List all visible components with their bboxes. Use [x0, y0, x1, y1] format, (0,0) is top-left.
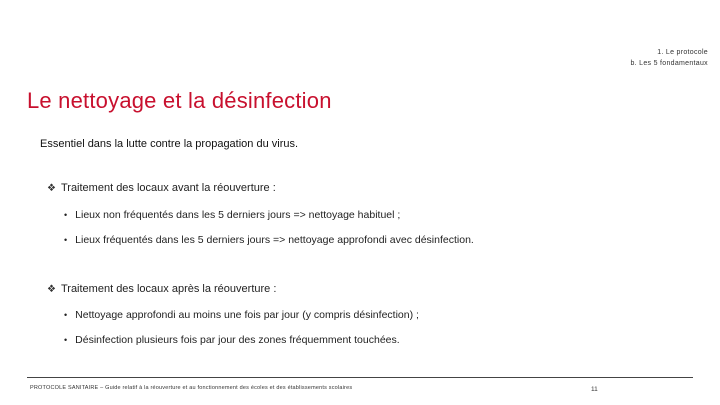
- breadcrumb-level-1: 1. Le protocole: [657, 49, 708, 56]
- footer-divider: [27, 377, 693, 378]
- bullet-icon: •: [64, 310, 68, 320]
- section-heading-text: Traitement des locaux avant la réouverture :: [60, 182, 276, 194]
- list-item: [64, 234, 474, 246]
- footer-text: PROTOCOLE SANITAIRE – Guide relatif à la réouverture et au fonctionnement des écoles et des établissements scolaires: [30, 385, 353, 391]
- list-item-text: Nettoyage approfondi au moins une fois par jour (y compris désinfection) ;: [75, 309, 419, 321]
- list-item: [64, 209, 400, 221]
- section-heading-text: Traitement des locaux après la réouverture :: [60, 283, 277, 295]
- diamond-bullet-icon: ❖: [47, 284, 56, 295]
- subtitle: Essentiel dans la lutte contre la propagation du virus.: [40, 138, 299, 150]
- bullet-icon: •: [64, 235, 68, 245]
- breadcrumb: [630, 47, 708, 69]
- list-item-text: Lieux fréquentés dans les 5 derniers jours => nettoyage approfondi avec désinfection.: [75, 234, 474, 246]
- list-item-text: Lieux non fréquentés dans les 5 derniers jours => nettoyage habituel ;: [75, 209, 401, 221]
- bullet-icon: •: [64, 210, 68, 220]
- diamond-bullet-icon: ❖: [47, 183, 56, 194]
- section-heading-after-reopening: [47, 283, 276, 295]
- list-item: [64, 309, 419, 321]
- section-heading-before-reopening: [47, 182, 276, 194]
- page-title: Le nettoyage et la désinfection: [27, 88, 332, 113]
- bullet-icon: •: [64, 335, 68, 345]
- breadcrumb-level-2: b. Les 5 fondamentaux: [630, 60, 708, 67]
- list-item-text: Désinfection plusieurs fois par jour des zones fréquemment touchées.: [75, 334, 400, 346]
- page-number: 11: [591, 386, 598, 393]
- list-item: [64, 334, 400, 346]
